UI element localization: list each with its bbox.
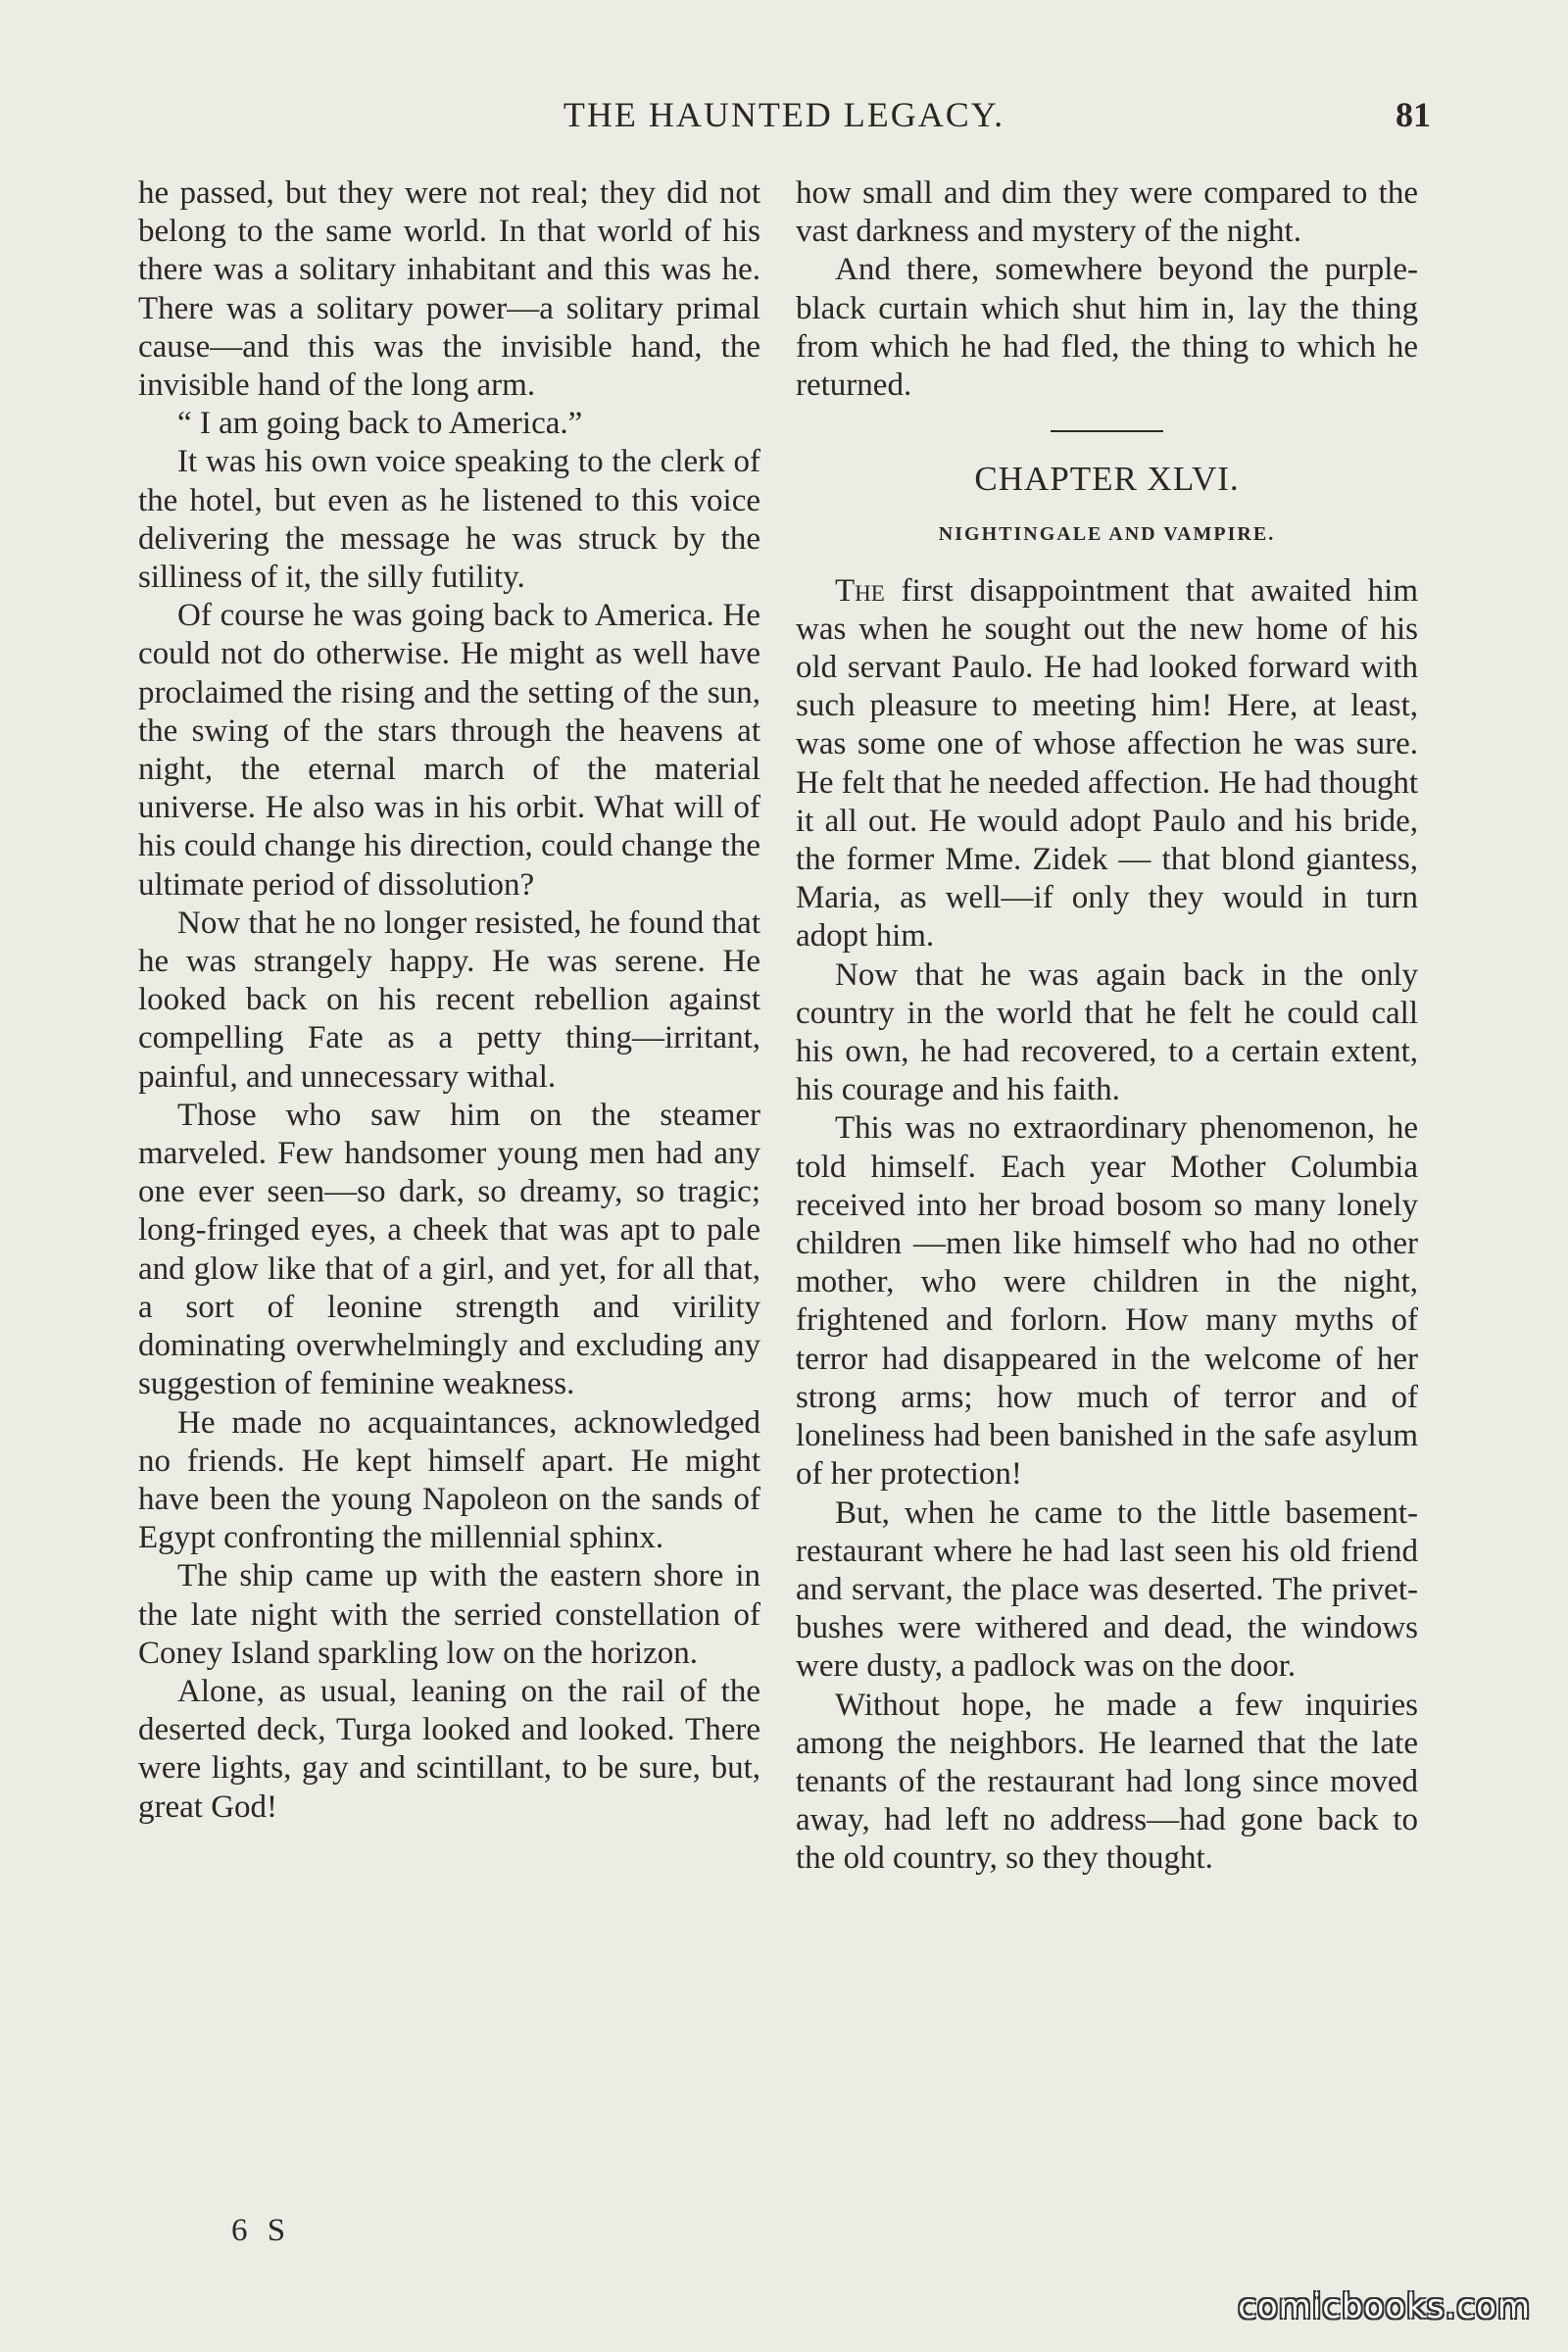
page-number: 81 <box>1396 95 1431 134</box>
section-divider <box>1051 430 1163 432</box>
paragraph: The ship came up with the eastern shore in the late night with the serried constellation of Coney Island sparkling low on the horizon. <box>138 1558 760 1671</box>
paragraph: how small and dim they were compared to the vast darkness and mystery of the night. <box>796 175 1418 250</box>
paragraph: But, when he came to the little basement-restaurant where he had last seen his old friend and servant, the place was deserted. The privet-bushes were withered and dead, the windows were dusty, a padlock was on the door. <box>796 1494 1418 1685</box>
paragraph-text: first disappointment that awaited him was when he sought out the new home of his old servant Paulo. He had looked forward with such pleasure to meeting him! Here, at least, was some one of whose affection he was sure. He felt that he needed affection. He had thought it all out. He would adopt Paulo and his bride, the former Mme. Zidek — that blond giantess, Maria, as well—if only they would in turn adopt him. <box>796 572 1418 955</box>
paragraph <box>796 572 1418 956</box>
paragraph: This was no extraordinary phenomenon, he told himself. Each year Mother Columbia received into her broad bosom so many lonely children —men like himself who had no other mother, who were children in the night, frightened and forlorn. How many myths of terror had disappeared in the welcome of her strong arms; how much of terror and of loneliness had been banished in the safe asylum of her protection! <box>796 1110 1418 1493</box>
paragraph: “ I am going back to America.” <box>177 406 583 442</box>
paragraph: Those who saw him on the steamer marveled. Few handsomer young men had any one ever seen—so dark, so dreamy, so tragic; long-fringed eyes, a cheek that was apt to pale and glow like that of a girl, and yet, for all that, a sort of leonine strength and virility dominating overwhelmingly and excluding any suggestion of feminine weakness. <box>138 1097 760 1402</box>
running-title: THE HAUNTED LEGACY. <box>563 95 1005 134</box>
paragraph: And there, somewhere beyond the purple-black curtain which shut him in, lay the thing from which he had fled, the thing to which he returned. <box>796 252 1418 404</box>
paragraph: Now that he no longer resisted, he found that he was strangely happy. He was serene. He looked back on his recent rebellion against compelling Fate as a petty thing—irritant, painful, and unnecessary withal. <box>138 905 760 1095</box>
left-column <box>138 174 760 1827</box>
running-head <box>137 94 1431 143</box>
chapter-subtitle: NIGHTINGALE AND VAMPIRE. <box>938 523 1276 546</box>
right-column <box>796 174 1418 1879</box>
chapter-opening-word: The <box>835 572 885 609</box>
watermark: comicbooks.com <box>1238 2287 1531 2327</box>
paragraph: Alone, as usual, leaning on the rail of the deserted deck, Turga looked and looked. There were lights, gay and scintillant, to be sure, but, great God! <box>138 1673 760 1825</box>
paragraph: Of course he was going back to America. He could not do otherwise. He might as well have proclaimed the rising and the setting of the sun, the swing of the stars through the heavens at night, the eternal march of the material universe. He also was in his orbit. What will of his could change his direction, could change the ultimate period of dissolution? <box>138 598 760 903</box>
printer-signature-mark: 6 S <box>231 2213 292 2248</box>
paragraph: Now that he was again back in the only country in the world that he felt he could call his own, he had recovered, to a certain extent, his courage and his faith. <box>796 956 1418 1108</box>
paragraph: Without hope, he made a few inquiries among the neighbors. He learned that the late tenants of the restaurant had long since moved away, had left no address—had gone back to the old country, so they thought. <box>796 1687 1418 1877</box>
paragraph: He made no acquaintances, acknowledged no friends. He kept himself apart. He might have been the young Napoleon on the sands of Egypt confronting the millennial sphinx. <box>138 1404 760 1556</box>
paragraph: he passed, but they were not real; they did not belong to the same world. In that world of his there was a solitary inhabitant and this was he. There was a solitary power—a solitary primal cause—and this was the invisible hand, the invisible hand of the long arm. <box>138 175 760 404</box>
chapter-heading: CHAPTER XLVI. <box>974 460 1240 499</box>
paragraph: It was his own voice speaking to the clerk of the hotel, but even as he listened to this voice delivering the message he was struck by the silliness of it, the silly futility. <box>138 444 760 596</box>
